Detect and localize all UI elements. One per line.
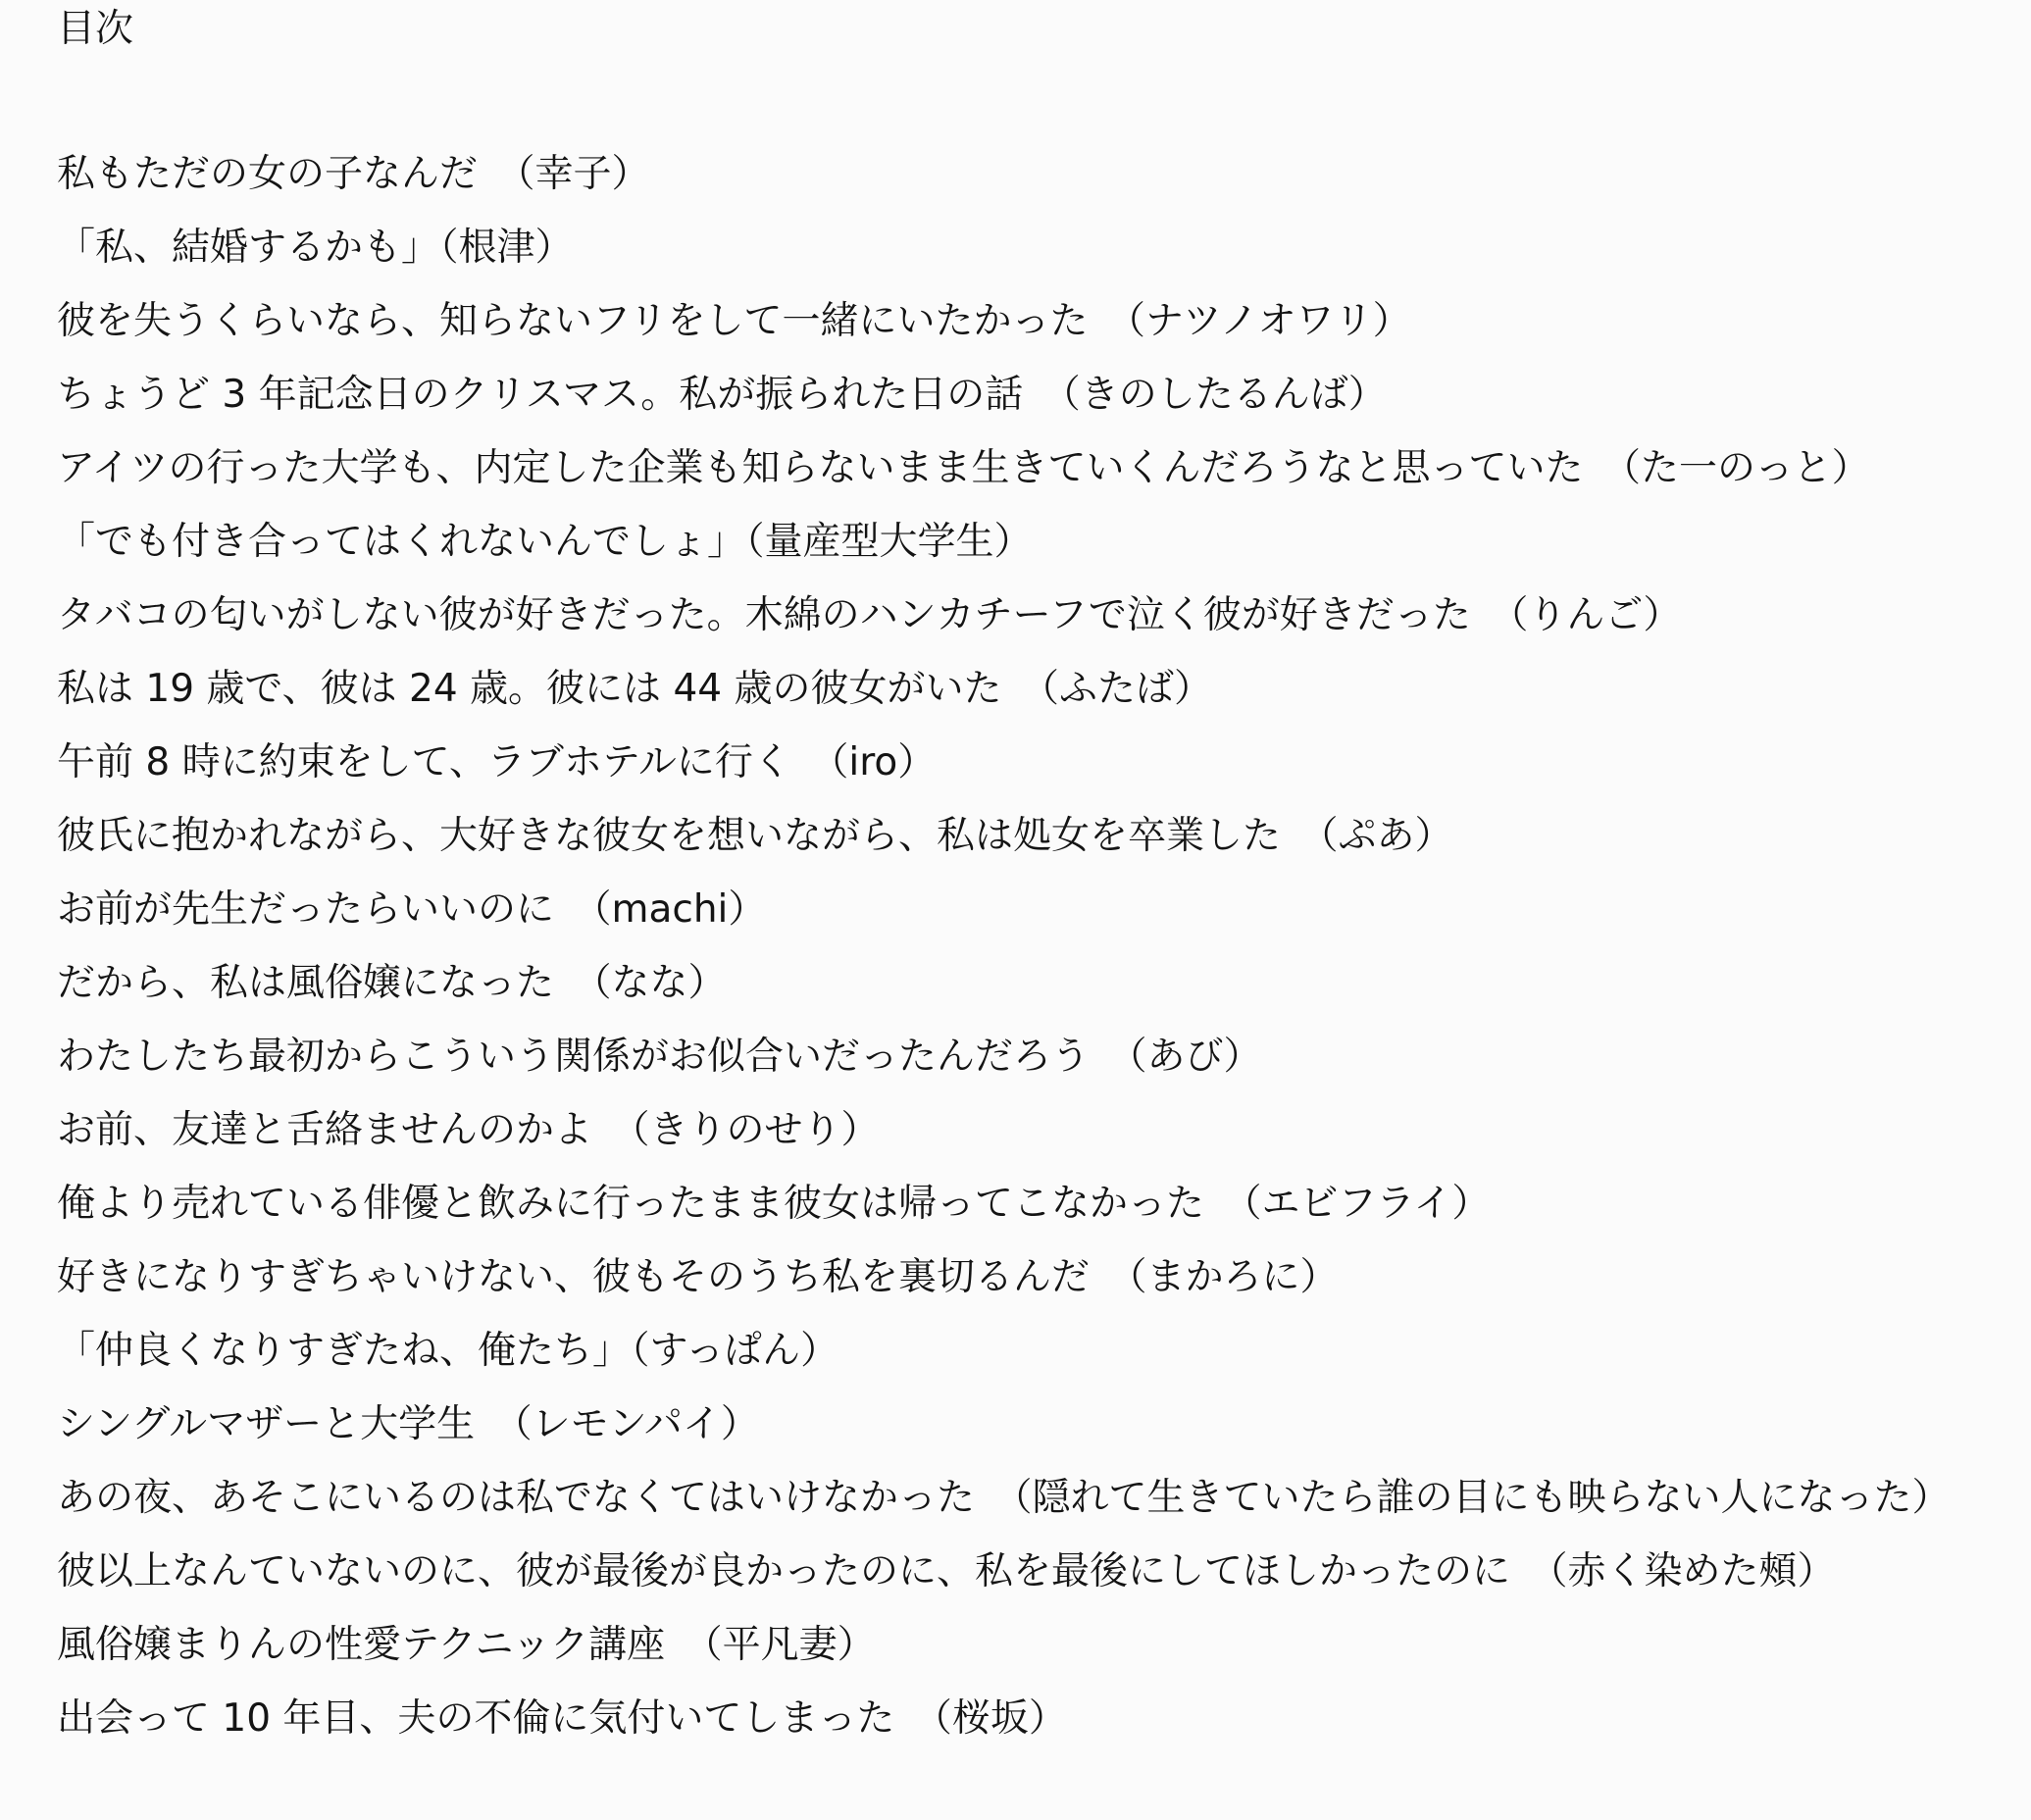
toc-entry: 好きになりすぎちゃいけない、彼もそのうち私を裏切るんだ （まかろに） xyxy=(57,1255,1339,1299)
toc-entry: だから、私は風俗嬢になった （なな） xyxy=(57,961,727,1005)
toc-entry: わたしたち最初からこういう関係がお似合いだったんだろう （あび） xyxy=(57,1035,1262,1079)
toc-entry: 彼以上なんていないのに、彼が最後が良かったのに、私を最後にしてほしかったのに （赤く染めた頰） xyxy=(57,1549,1836,1593)
toc-entry: お前、友達と舌絡ませんのかよ （きりのせり） xyxy=(57,1108,880,1152)
toc-title: 目次 xyxy=(57,7,134,51)
toc-entry: あの夜、あそこにいるのは私でなくてはいけなかった （隠れて生きていたら誰の目にも映らない人になった） xyxy=(57,1476,1951,1520)
toc-entry: 私は 19 歳で、彼は 24 歳。彼には 44 歳の彼女がいた （ふたば） xyxy=(57,667,1212,711)
toc-entry: タバコの匂いがしない彼が好きだった。木綿のハンカチーフで泣く彼が好きだった （りんご） xyxy=(57,593,1682,637)
toc-page xyxy=(57,0,2008,1820)
toc-entry: 彼を失うくらいなら、知らないフリをして一緒にいたかった （ナツノオワリ） xyxy=(57,299,1411,343)
toc-entry: 「仲良くなりすぎたね、俺たち」（すっぱん） xyxy=(57,1329,839,1373)
toc-list xyxy=(57,147,1951,1765)
toc-entry: ちょうど 3 年記念日のクリスマス。私が振られた日の話 （きのしたるんば） xyxy=(57,373,1387,417)
toc-entry: アイツの行った大学も、内定した企業も知らないまま生きていくんだろうなと思っていた （た一のっと） xyxy=(57,446,1870,490)
toc-entry: 風俗嬢まりんの性愛テクニック講座 （平凡妻） xyxy=(57,1623,876,1667)
toc-entry: 「でも付き合ってはくれないんでしょ」（量産型大学生） xyxy=(57,520,1033,564)
toc-entry: お前が先生だったらいいのに （machi） xyxy=(57,887,767,932)
toc-entry: 私もただの女の子なんだ （幸子） xyxy=(57,152,650,196)
toc-entry: シングルマザーと大学生 （レモンパイ） xyxy=(57,1402,759,1446)
toc-entry: 出会って 10 年目、夫の不倫に気付いてしまった （桜坂） xyxy=(57,1696,1067,1741)
toc-entry: 午前 8 時に約束をして、ラブホテルに行く （iro） xyxy=(57,740,937,784)
toc-entry: 彼氏に抱かれながら、大好きな彼女を想いながら、私は処女を卒業した （ぷあ） xyxy=(57,814,1453,858)
toc-entry: 俺より売れている俳優と飲みに行ったまま彼女は帰ってこなかった （エビフライ） xyxy=(57,1182,1491,1226)
toc-entry: 「私、結婚するかも」（根津） xyxy=(57,226,574,270)
